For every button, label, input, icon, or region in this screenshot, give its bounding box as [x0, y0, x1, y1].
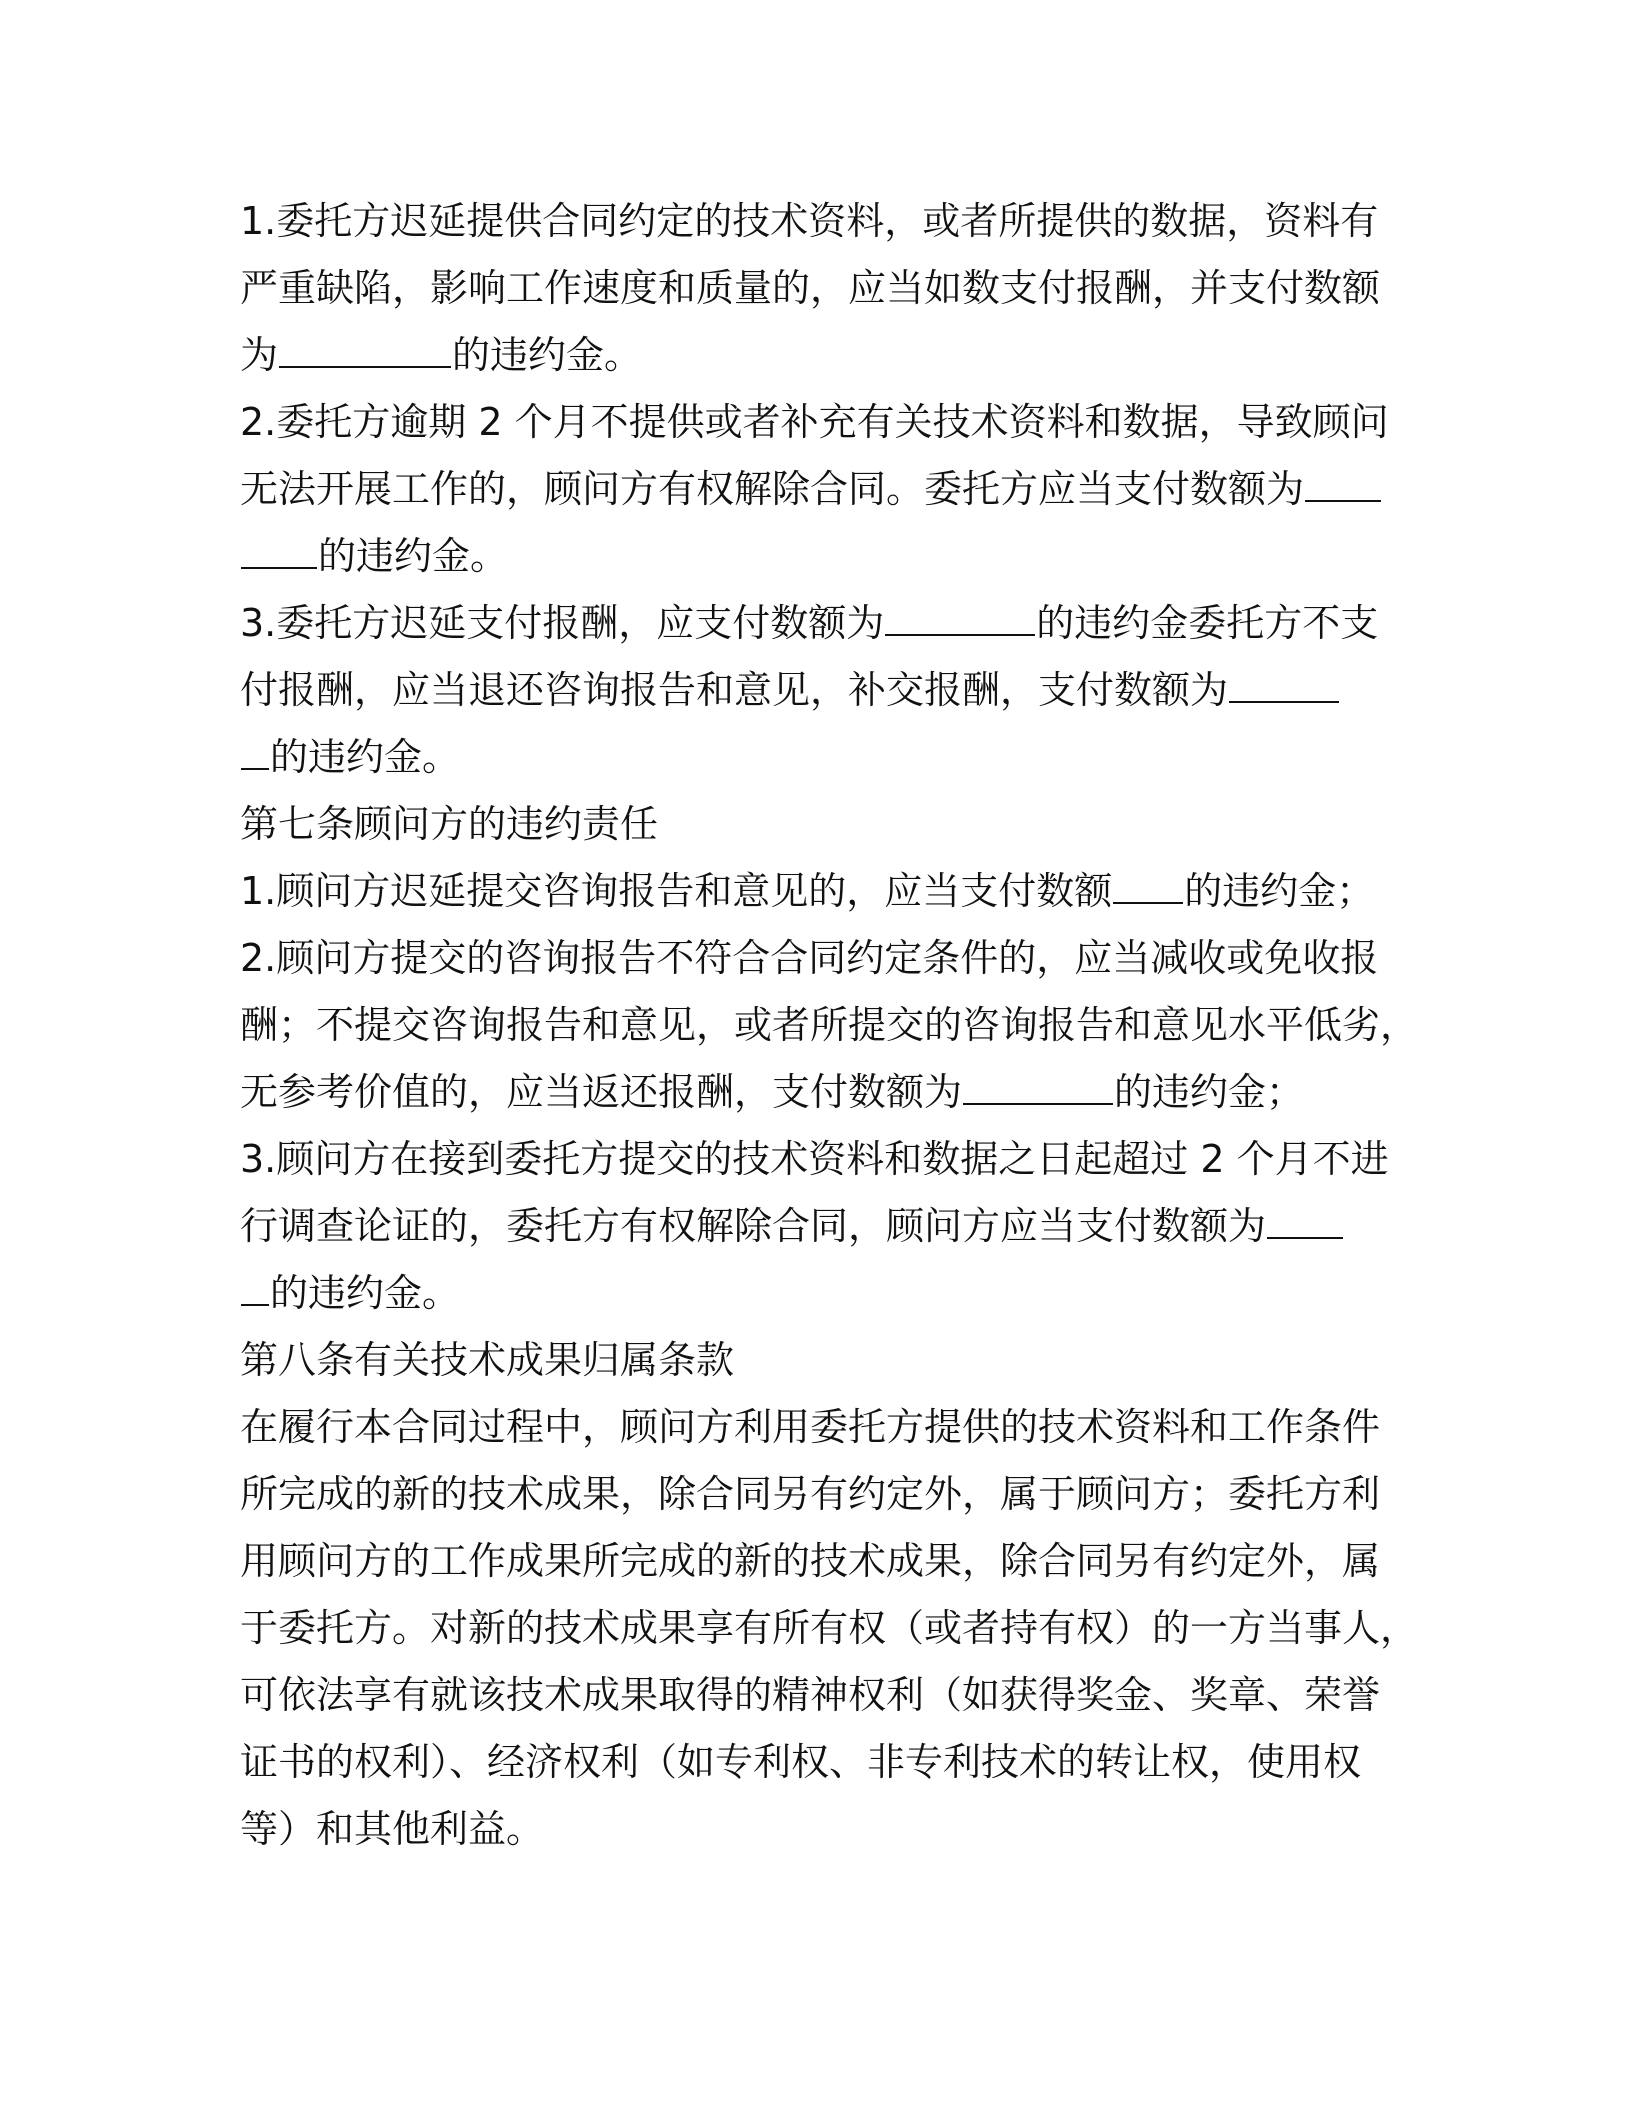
blank-field	[1113, 860, 1183, 904]
text-line: 无参考价值的，应当返还报酬，支付数额为 的违约金；	[240, 1059, 1380, 1126]
text-line: 所完成的新的技术成果，除合同另有约定外，属于顾问方；委托方利	[240, 1472, 1381, 1516]
blank-field	[241, 726, 269, 770]
text-line: 无法开展工作的，顾问方有权解除合同。委托方应当支付数额为	[240, 456, 1380, 523]
text-line: 为 的违约金。	[240, 322, 1380, 389]
text-line: 证书的权利）、经济权利（如专利权、非专利技术的转让权，使用权	[240, 1740, 1362, 1784]
text-line: 酬；不提交咨询报告和意见，或者所提交的咨询报告和意见水平低劣，	[240, 1003, 1419, 1047]
text-line: 用顾问方的工作成果所完成的新的技术成果，除合同另有约定外，属	[240, 1539, 1381, 1583]
text-line: 行调查论证的，委托方有权解除合同，顾问方应当支付数额为	[240, 1193, 1380, 1260]
text-line: 可依法享有就该技术成果取得的精神权利（如获得奖金、奖章、荣誉	[240, 1673, 1381, 1717]
blank-field	[1305, 458, 1381, 502]
text-line: 3.顾问方在接到委托方提交的技术资料和数据之日起超过 2 个月不进	[240, 1137, 1389, 1181]
text-line: 2.顾问方提交的咨询报告不符合合同约定条件的，应当减收或免收报	[240, 936, 1379, 980]
text-line: 等）和其他利益。	[240, 1807, 545, 1851]
text-line: 的违约金。	[240, 1260, 1380, 1327]
blank-field	[279, 324, 451, 368]
blank-field	[1229, 659, 1339, 703]
text-line: 付报酬，应当退还咨询报告和意见，补交报酬，支付数额为	[240, 657, 1380, 724]
text-line: 1.委托方迟延提供合同约定的技术资料，或者所提供的数据，资料有	[240, 199, 1379, 243]
text-line: 2.委托方逾期 2 个月不提供或者补充有关技术资料和数据，导致顾问	[240, 400, 1389, 444]
text-line: 于委托方。对新的技术成果享有所有权（或者持有权）的一方当事人，	[240, 1606, 1419, 1650]
blank-field	[963, 1061, 1113, 1105]
section-heading: 第七条顾问方的违约责任	[240, 802, 659, 846]
text-line: 1.顾问方迟延提交咨询报告和意见的，应当支付数额 的违约金；	[240, 858, 1380, 925]
blank-field	[885, 592, 1035, 636]
blank-field	[241, 525, 317, 569]
blank-field	[1267, 1195, 1343, 1239]
text-line: 的违约金。	[240, 523, 1380, 590]
text-line: 严重缺陷，影响工作速度和质量的，应当如数支付报酬，并支付数额	[240, 266, 1381, 310]
blank-field	[241, 1262, 269, 1306]
text-line: 的违约金。	[240, 724, 1380, 791]
text-line: 3.委托方迟延支付报酬，应支付数额为 的违约金委托方不支	[240, 590, 1380, 657]
document-body	[240, 188, 1419, 1863]
section-heading: 第八条有关技术成果归属条款	[240, 1338, 735, 1382]
text-line: 在履行本合同过程中，顾问方利用委托方提供的技术资料和工作条件	[240, 1405, 1381, 1449]
